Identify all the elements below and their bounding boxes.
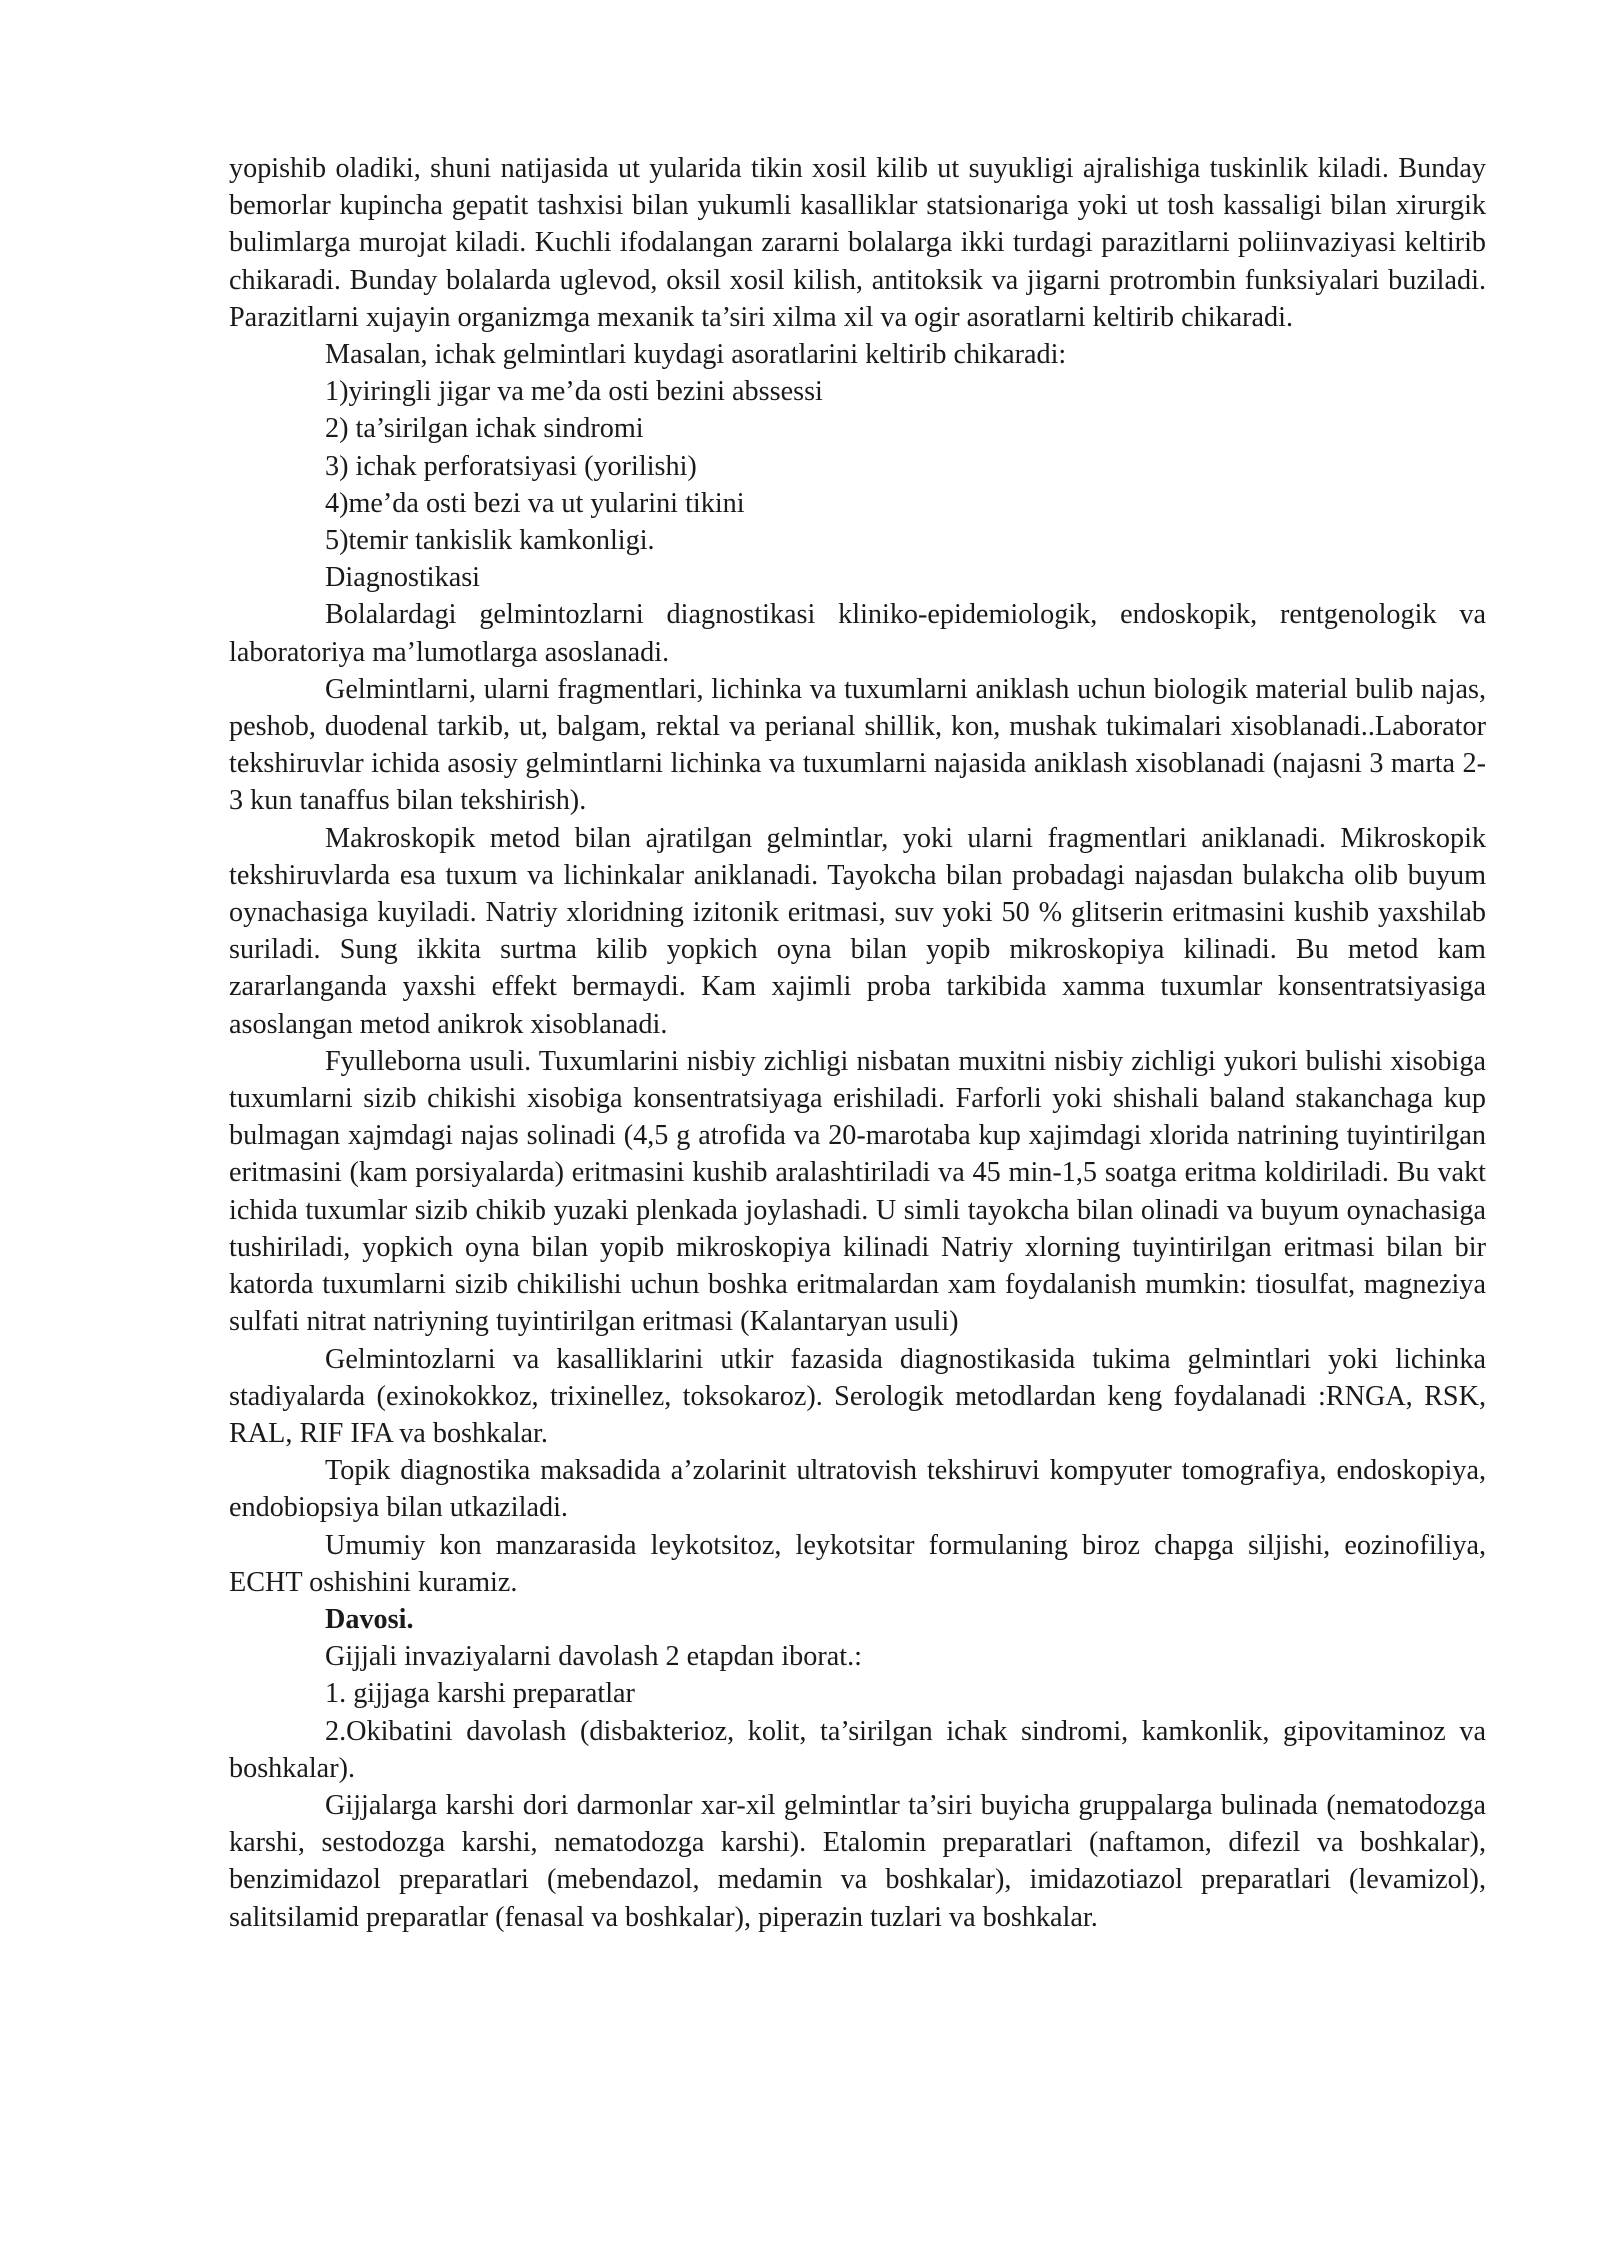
paragraph: Gelmintlarni, ularni fragmentlari, lichinka va tuxumlarni aniklash uchun biologik material bulib najas, peshob, duodenal tarkib, ut, balgam, rektal va perianal shillik, kon, mushak tukimalari xisoblanadi..Laborator tekshiruvlar ichida asosiy gelmintlarni lichinka va tuxumlarni najasida aniklash xisoblanadi (najasni 3 marta 2-3 kun tanaffus bilan tekshirish). bbox=[229, 673, 1486, 817]
paragraph: Gelmintozlarni va kasalliklarini utkir fazasida diagnostikasida tukima gelmintlari yoki lichinka stadiyalarda (exinokokkoz, trixinellez, toksokaroz). Serologik metodlardan keng foydalanadi :RNGA, RSK, RAL, RIF IFA va boshkalar. bbox=[229, 1343, 1486, 1449]
paragraph-complications-intro: Masalan, ichak gelmintlari kuydagi asoratlarini keltirib chikaradi: bbox=[325, 339, 1067, 371]
paragraph: Makroskopik metod bilan ajratilgan gelmintlar, yoki ularni fragmentlari aniklanadi. Mikroskopik tekshiruvlarda esa tuxum va lichinkalar aniklanadi. Tayokcha bilan probadagi najasdan bulakcha olib buyum oynachasiga kuyiladi. Natriy xloridning izitonik eritmasi, suv yoki 50 % glitserin eritmasini kushib yaxshilab suriladi. Sung ikkita surtma kilib yopkich oyna bilan yopib mikroskopiya kilinadi. Bu metod kam zararlanganda yaxshi effekt bermaydi. Kam xajimli proba tarkibida xamma tuxumlar konsentratsiyasiga asoslangan metod anikrok xisoblanadi. bbox=[229, 822, 1486, 1040]
paragraph: Gijjali invaziyalarni davolash 2 etapdan iborat.: bbox=[325, 1641, 862, 1673]
list-item: 5)temir tankislik kamkonligi. bbox=[325, 525, 655, 557]
list-item: 3) ichak perforatsiyasi (yorilishi) bbox=[325, 450, 697, 482]
section-heading-diagnostics: Diagnostikasi bbox=[325, 562, 481, 594]
list-item: 4)me’da osti bezi va ut yularini tikini bbox=[325, 487, 745, 519]
list-item: 2.Okibatini davolash (disbakterioz, kolit, ta’sirilgan ichak sindromi, kamkonlik, gipovitaminoz va boshkalar). bbox=[229, 1715, 1486, 1784]
list-item: 2) ta’sirilgan ichak sindromi bbox=[325, 413, 644, 445]
paragraph: Fyulleborna usuli. Tuxumlarini nisbiy zichligi nisbatan muxitni nisbiy zichligi yukori bulishi xisobiga tuxumlarni sizib chikishi xisobiga konsentratsiyaga erishiladi. Farforli yoki shishali baland stakanchaga kup bulmagan xajmdagi najas solinadi (4,5 g atrofida va 20-marotaba kup xajimdagi xlorida natrining tuyintirilgan eritmasini (kam porsiyalarda) eritmasini kushib aralashtiriladi va 45 min-1,5 soatga eritma koldiriladi. Bu vakt ichida tuxumlar sizib chikib yuzaki plenkada joylashadi. U simli tayokcha bilan olinadi va buyum oynachasiga tushiriladi, yopkich oyna bilan yopib mikroskopiya kilinadi Natriy xlorning tuyintirilgan eritmasi bilan bir katorda tuxumlarni sizib chikilishi uchun boshka eritmalardan xam foydalanish mumkin: tiosulfat, magneziya sulfati nitrat natriyning tuyintirilgan eritmasi (Kalantaryan usuli) bbox=[229, 1045, 1486, 1338]
section-heading-treatment: Davosi. bbox=[325, 1603, 414, 1635]
document-page bbox=[229, 150, 1486, 1936]
paragraph: Topik diagnostika maksadida a’zolarinit ultratovish tekshiruvi kompyuter tomografiya, endoskopiya, endobiopsiya bilan utkaziladi. bbox=[229, 1455, 1486, 1524]
list-item: 1. gijjaga karshi preparatlar bbox=[325, 1678, 635, 1710]
paragraph-intro: yopishib oladiki, shuni natijasida ut yularida tikin xosil kilib ut suyukligi ajralishiga tuskinlik kiladi. Bunday bemorlar kupincha gepatit tashxisi bilan yukumli kasalliklar statsionariga yoki ut tosh kassaligi bilan xirurgik bulimlarga murojat kiladi. Kuchli ifodalangan zararni bolalarga ikki turdagi parazitlarni poliinvaziyasi keltirib chikaradi. Bunday bolalarda uglevod, oksil xosil kilish, antitoksik va jigarni protrombin funksiyalari buziladi. Parazitlarni xujayin organizmga mexanik ta’siri xilma xil va ogir asoratlarni keltirib chikaradi. bbox=[229, 153, 1486, 333]
paragraph: Bolalardagi gelmintozlarni diagnostikasi kliniko-epidemiologik, endoskopik, rentgenologik va laboratoriya ma’lumotlarga asoslanadi. bbox=[229, 599, 1486, 668]
paragraph: Umumiy kon manzarasida leykotsitoz, leykotsitar formulaning biroz chapga siljishi, eozinofiliya, ECHT oshishini kuramiz. bbox=[229, 1529, 1486, 1598]
paragraph: Gijjalarga karshi dori darmonlar xar-xil gelmintlar ta’siri buyicha gruppalarga bulinada (nematodozga karshi, sestodozga karshi, nematodozga karshi). Etalomin preparatlari (naftamon, difezil va boshkalar), benzimidazol preparatlari (mebendazol, medamin va boshkalar), imidazotiazol preparatlari (levamizol), salitsilamid preparatlar (fenasal va boshkalar), piperazin tuzlari va boshkalar. bbox=[229, 1789, 1486, 1933]
list-item: 1)yiringli jigar va me’da osti bezini abssessi bbox=[325, 376, 823, 408]
